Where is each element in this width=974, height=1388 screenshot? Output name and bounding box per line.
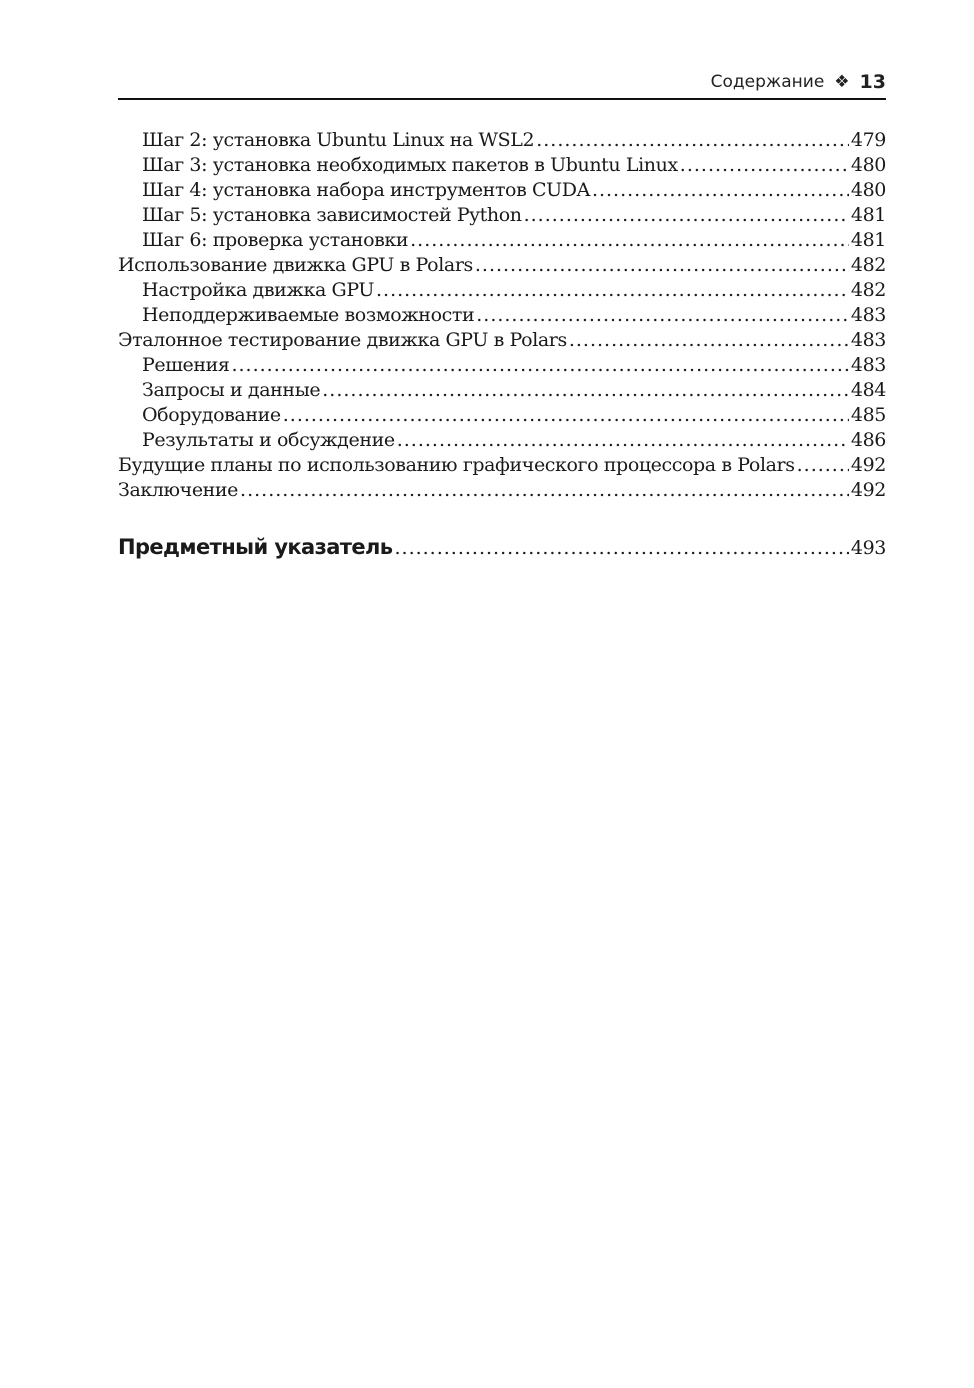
dot-leader <box>283 403 849 428</box>
toc-entry-title: Шаг 3: установка необходимых пакетов в Ubuntu Linux <box>142 154 678 176</box>
page-number: 13 <box>859 71 886 93</box>
toc-entry[interactable] <box>118 178 886 203</box>
toc-entry[interactable] <box>118 378 886 403</box>
toc-entry[interactable] <box>118 353 886 378</box>
toc-entry[interactable] <box>118 453 886 478</box>
running-header <box>118 66 886 100</box>
toc-entry-title: Шаг 6: проверка установки <box>142 229 409 251</box>
dot-leader <box>322 378 849 403</box>
toc-entry-page: 483 <box>850 354 886 376</box>
toc-entry[interactable] <box>118 403 886 428</box>
toc-entry-page: 492 <box>850 479 886 501</box>
toc-entry[interactable] <box>118 228 886 253</box>
dot-leader <box>410 228 849 253</box>
toc-entry[interactable] <box>118 153 886 178</box>
toc-entry[interactable] <box>118 428 886 453</box>
toc-entry-page: 482 <box>850 254 886 276</box>
toc-entry-title: Запросы и данные <box>142 379 321 401</box>
toc-entry[interactable] <box>118 328 886 353</box>
toc-entry[interactable] <box>118 253 886 278</box>
toc-entry-page: 479 <box>850 129 886 151</box>
toc-entry-page: 484 <box>850 379 886 401</box>
toc-entry[interactable] <box>118 478 886 503</box>
toc-entry-title: Будущие планы по использованию графического процессора в Polars <box>118 454 795 476</box>
toc-entry[interactable] <box>118 128 886 153</box>
toc-entry-title: Оборудование <box>142 404 281 426</box>
dot-leader <box>376 278 849 303</box>
dot-leader <box>524 203 849 228</box>
toc-entry[interactable] <box>118 278 886 303</box>
dot-leader <box>476 303 849 328</box>
toc-entry-title: Шаг 5: установка зависимостей Python <box>142 204 522 226</box>
toc-entry-page: 483 <box>850 304 886 326</box>
toc-entry-title: Результаты и обсуждение <box>142 429 395 451</box>
toc-entry-page: 492 <box>850 454 886 476</box>
dot-leader <box>536 128 849 153</box>
dot-leader <box>394 533 848 563</box>
toc-entry-title: Решения <box>142 354 230 376</box>
toc-entry[interactable] <box>118 203 886 228</box>
toc-entry-page: 481 <box>850 229 886 251</box>
dot-leader <box>592 178 849 203</box>
toc-chapter-page: 493 <box>850 537 886 559</box>
dot-leader <box>569 328 849 353</box>
dot-leader <box>397 428 849 453</box>
toc-entry-page: 486 <box>850 429 886 451</box>
toc-entry-page: 483 <box>850 329 886 351</box>
dot-leader <box>231 353 848 378</box>
toc-entry-page: 482 <box>850 279 886 301</box>
dot-leader <box>475 253 849 278</box>
table-of-contents <box>118 128 886 562</box>
section-title: Содержание <box>710 72 825 92</box>
toc-chapter-entry[interactable] <box>118 532 886 562</box>
toc-entry[interactable] <box>118 303 886 328</box>
toc-entry-title: Настройка движка GPU <box>142 279 374 301</box>
toc-entry-title: Шаг 4: установка набора инструментов CUDA <box>142 179 590 201</box>
toc-entry-page: 480 <box>850 179 886 201</box>
toc-entry-page: 481 <box>850 204 886 226</box>
toc-entry-title: Заключение <box>118 479 239 501</box>
toc-entry-title: Эталонное тестирование движка GPU в Polars <box>118 329 567 351</box>
toc-entry-page: 485 <box>850 404 886 426</box>
toc-entry-title: Шаг 2: установка Ubuntu Linux на WSL2 <box>142 129 535 151</box>
dot-leader <box>680 153 849 178</box>
dot-leader <box>240 478 849 503</box>
dot-leader <box>797 453 849 478</box>
toc-entry-title: Использование движка GPU в Polars <box>118 254 473 276</box>
toc-entry-page: 480 <box>850 154 886 176</box>
toc-chapter-title: Предметный указатель <box>118 535 393 559</box>
toc-entry-title: Неподдерживаемые возможности <box>142 304 475 326</box>
ornament-icon: ❖ <box>834 71 850 92</box>
